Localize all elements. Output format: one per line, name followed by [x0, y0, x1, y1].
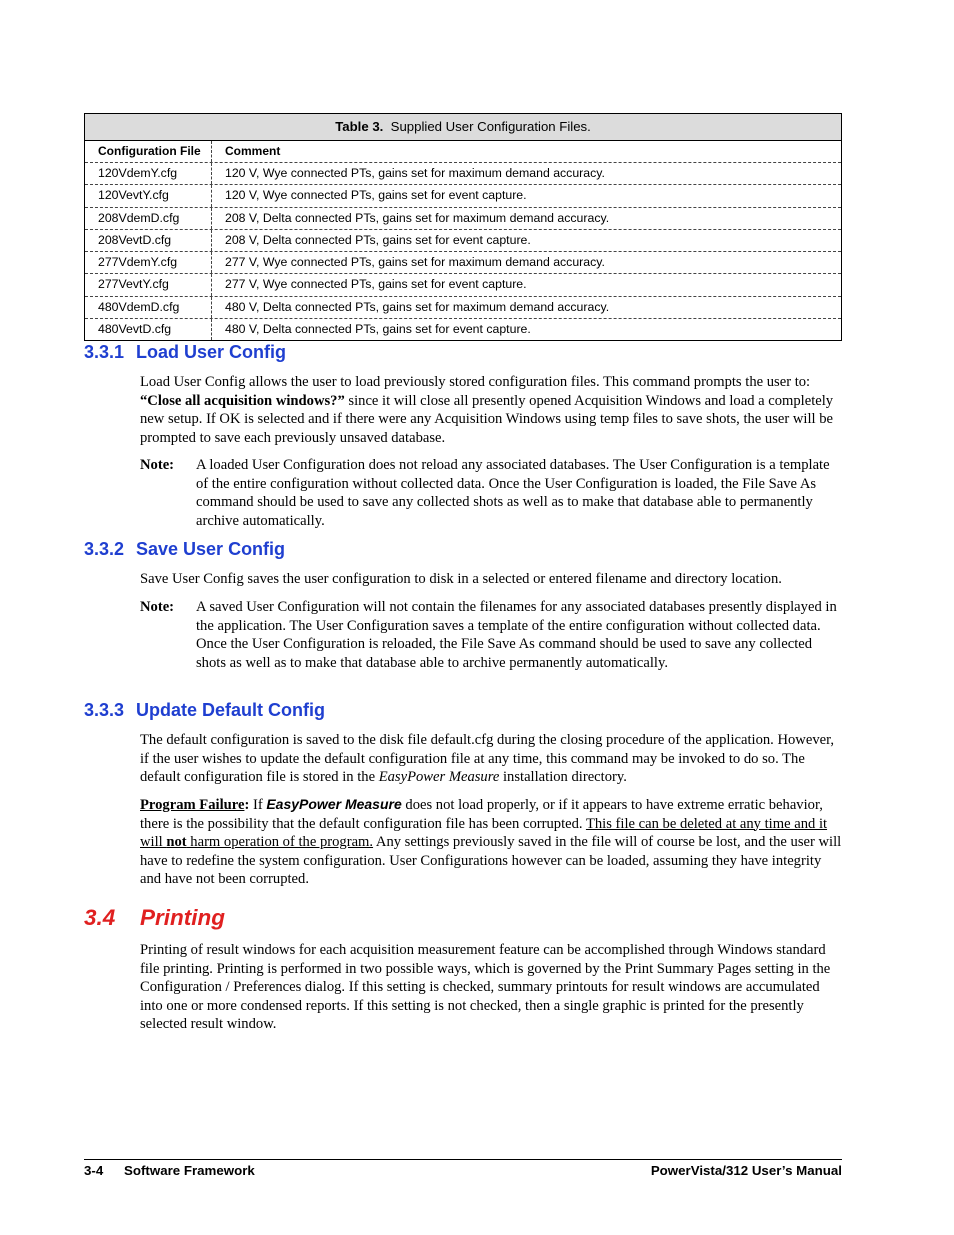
save-user-config-note — [140, 598, 844, 672]
printing-paragraph: Printing of result windows for each acquisition measurement feature can be accomplished through Windows standard file printing. Printing is performed in two possible ways, which is governed by the Print Summary Pages setting in the Configuration / Preferences dialog. If this setting is checked, summary printouts for result windows are accumulated into one or more condensed reports. If this setting is not checked, then a single graphic is printed for the presently selected result window. — [140, 942, 831, 1032]
prompt-text: “Close all acquisition windows?” — [140, 392, 345, 409]
section-number: 3.3.3 — [84, 700, 125, 720]
config-file-cell: 208VdemD.cfg — [85, 208, 212, 229]
text-run: Any settings previously saved in the file will of course be lost, and the user will have to redefine the system configuration. User Configurations however can be loaded, assuming they have integrity and have not been corrupted. — [140, 834, 842, 887]
config-file-cell: 208VevtD.cfg — [85, 230, 212, 251]
table-row — [85, 251, 841, 273]
section-title: Save User Config — [136, 539, 286, 559]
text-run: : — [244, 797, 250, 813]
save-user-config-paragraph: Save User Config saves the user configuration to disk in a selected or entered filename and directory location. — [140, 571, 782, 587]
comment-cell: 208 V, Delta connected PTs, gains set for maximum demand accuracy. — [225, 210, 610, 225]
footer-manual-title: PowerVista/312 User’s Manual — [650, 1163, 842, 1178]
program-failure-paragraph — [140, 795, 844, 889]
heading-update-default-config — [84, 700, 325, 721]
heading-printing — [84, 905, 225, 931]
text-run: The default configuration is saved to the disk file default.cfg during the closing procedure of the application. However, if the user wishes to update the default configuration file at any time, this command may be invoked to do so. The default configuration file is stored in the — [140, 732, 835, 785]
config-file-cell: 480VdemD.cfg — [85, 297, 212, 318]
config-file-cell: 277VevtY.cfg — [85, 274, 212, 295]
section-number: 3.4 — [84, 905, 116, 930]
table-row — [85, 207, 841, 229]
section-title: Printing — [140, 905, 225, 930]
config-file-cell: 120VdemY.cfg — [85, 163, 212, 184]
note-text: A loaded User Configuration does not reload any associated databases. The User Configuration is a template of the entire configuration without collected data. Once the User Configuration is loaded, the File Save As command should be used to save any collected shots as well as to make that database able to permanently archive automatically. — [196, 457, 830, 529]
table-row — [85, 184, 841, 206]
table-caption — [85, 114, 841, 141]
table-header-row — [85, 141, 841, 162]
text-run: Load User Config allows the user to load previously stored configuration files. This command prompts the user to: — [140, 374, 811, 390]
section-number: 3.3.2 — [84, 539, 125, 559]
comment-cell: 480 V, Delta connected PTs, gains set for maximum demand accuracy. — [225, 299, 610, 314]
footer-divider — [84, 1159, 842, 1160]
comment-cell: 208 V, Delta connected PTs, gains set for event capture. — [225, 232, 531, 247]
column-header-comment: Comment — [225, 144, 281, 158]
product-name: EasyPower Measure — [378, 769, 500, 785]
text-run: does not load properly, or if it appears to have extreme erratic behavior, there is the possibility that the default configuration file has been corrupted. — [140, 797, 823, 832]
config-file-cell: 480VevtD.cfg — [85, 319, 212, 340]
footer-left — [84, 1163, 255, 1178]
table-row — [85, 318, 841, 340]
text-run: This file can be deleted at any time and it will — [140, 815, 828, 850]
page-number: 3-4 — [84, 1163, 104, 1178]
heading-load-user-config — [84, 342, 286, 363]
table-row — [85, 273, 841, 295]
table-caption-text: Supplied User Configuration Files. — [390, 119, 591, 134]
config-files-table — [84, 113, 842, 341]
comment-cell: 480 V, Delta connected PTs, gains set for event capture. — [225, 322, 531, 337]
load-user-config-paragraph — [140, 373, 844, 447]
product-name: EasyPower Measure — [266, 796, 402, 812]
text-run: harm operation of the program. — [186, 834, 374, 850]
program-failure-label: Program Failure — [140, 797, 245, 813]
note-label: Note: — [140, 599, 175, 615]
heading-save-user-config — [84, 539, 285, 560]
section-title: Update Default Config — [136, 700, 325, 720]
text-run: since it will close all presently opened Acquisition Windows and load a completely new setup. If OK is selected and if there were any Acquisition Windows using temp files to save shots, the user will be prompted to save each previously unsaved database. — [140, 392, 834, 446]
comment-cell: 120 V, Wye connected PTs, gains set for maximum demand accuracy. — [225, 166, 605, 180]
comment-cell: 277 V, Wye connected PTs, gains set for maximum demand accuracy. — [225, 255, 605, 270]
table-row — [85, 162, 841, 184]
table-row — [85, 229, 841, 251]
load-user-config-note — [140, 456, 844, 530]
text-run: If — [249, 797, 267, 813]
emphasis-not: not — [166, 834, 187, 850]
comment-cell: 120 V, Wye connected PTs, gains set for event capture. — [225, 188, 527, 203]
section-number: 3.3.1 — [84, 342, 125, 362]
update-default-config-paragraph — [140, 731, 844, 787]
note-label: Note: — [140, 457, 175, 473]
config-file-cell: 120VevtY.cfg — [85, 185, 212, 206]
column-header-config-file: Configuration File — [85, 141, 212, 162]
table-row — [85, 296, 841, 318]
text-run: installation directory. — [499, 769, 627, 785]
note-text: A saved User Configuration will not contain the filenames for any associated databases presently displayed in the application. The User Configuration saves a template of the entire configuration without collected data. Once the User Configuration is reloaded, the File Save As command should be used to save any collected shots as well as to make that database able to archive permanently automatically. — [196, 599, 837, 671]
footer-section: Software Framework — [124, 1163, 255, 1178]
section-title: Load User Config — [136, 342, 287, 362]
table-caption-label: Table 3. — [335, 119, 384, 134]
config-file-cell: 277VdemY.cfg — [85, 252, 212, 273]
comment-cell: 277 V, Wye connected PTs, gains set for event capture. — [225, 277, 527, 292]
